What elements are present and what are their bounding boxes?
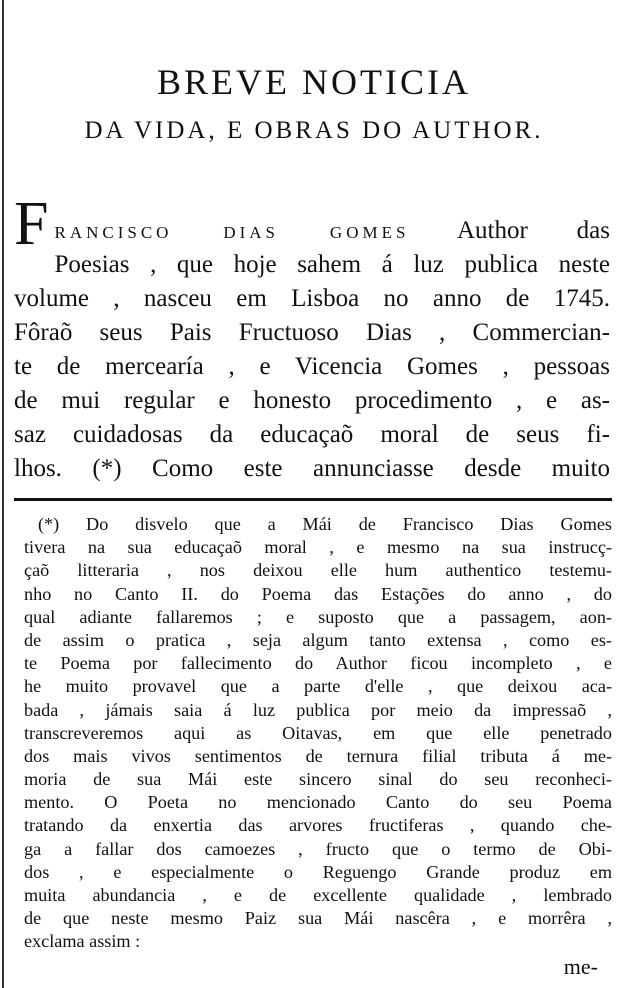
first-line-rest: Author das [456, 217, 611, 244]
footnote-line: tivera na sua educaçaõ moral , e mesmo na sua instrucç- [24, 537, 612, 558]
footnote-line: bada , jámais saia á luz publica por meio da impressaõ , [24, 699, 612, 720]
footnote-line: moria de sua Mái este sincero sinal do seu reconheci- [24, 769, 612, 790]
footnote-line: dos mais vivos sentimentos de ternura filial tributa á me- [24, 745, 612, 766]
footnote-divider [14, 498, 612, 501]
page-title: BREVE NOTICIA [157, 62, 471, 102]
paragraph-line-7: saz cuidadosas da educaçaõ moral de seus fi- [14, 421, 610, 448]
footnote-line: dos , e especialmente o Reguengo Grande produz em [24, 861, 612, 882]
footnote-line: exclama assim : [24, 931, 141, 952]
footnote-line: mento. O Poeta no mencionado Canto do seu Poema [24, 792, 612, 813]
paragraph-line-4: Fôraõ seus Pais Fructuoso Dias , Commercian- [14, 319, 610, 346]
footnote-line: ga a fallar dos camoezes , fructo que o termo de Obi- [24, 838, 612, 859]
footnote-line: he muito provavel que a parte d'elle , que deixou aca- [24, 676, 612, 697]
page-edge-rule [2, 0, 4, 988]
catchword: me- [563, 954, 598, 979]
paragraph-line-2: Poesias , que hoje sahem á luz publica neste [54, 251, 610, 278]
footnote-line: te Poema por fallecimento do Author ficou incompleto , e [24, 653, 612, 674]
footnote-line: muita abundancia , e de excellente qualidade , lembrado [24, 885, 612, 905]
footnote-line: transcreveremos aqui as Oitavas, em que elle penetrado [24, 722, 612, 743]
footnote-line: (*) Do disvelo que a Mái de Francisco Dias Gomes [38, 514, 612, 534]
author-name-smallcaps: RANCISCO DIAS GOMES [54, 223, 410, 242]
footnote-line: çaõ litteraria , nos deixou elle hum authentico testemu- [24, 560, 612, 581]
footnote [24, 513, 612, 954]
footnote-line: qual adiante fallaremos ; e suposto que a passagem, aon- [24, 606, 612, 627]
paragraph-line-1 [14, 190, 611, 258]
main-paragraph [14, 190, 611, 486]
footnote-line: de assim o pratica , seja algum tanto extensa , como es- [24, 629, 612, 650]
footnote-line: de que neste mesmo Paiz sua Mái nascêra , e morrêra , [24, 908, 612, 929]
paragraph-line-5: te de mercearía , e Vicencia Gomes , pessoas [14, 353, 610, 380]
footnote-line: tratando da enxertia das arvores fructiferas , quando che- [24, 815, 612, 836]
paragraph-line-3: volume , nasceu em Lisboa no anno de 1745. [14, 285, 610, 312]
page-subtitle: DA VIDA, E OBRAS DO AUTHOR. [84, 117, 544, 144]
paragraph-line-6: de mui regular e honesto procedimento , e as- [14, 387, 610, 414]
paragraph-line-8: lhos. (*) Como este annunciasse desde muito [14, 455, 610, 482]
drop-capital: F [14, 190, 49, 258]
footnote-line: nho no Canto II. do Poema das Estações do anno , do [24, 583, 612, 604]
